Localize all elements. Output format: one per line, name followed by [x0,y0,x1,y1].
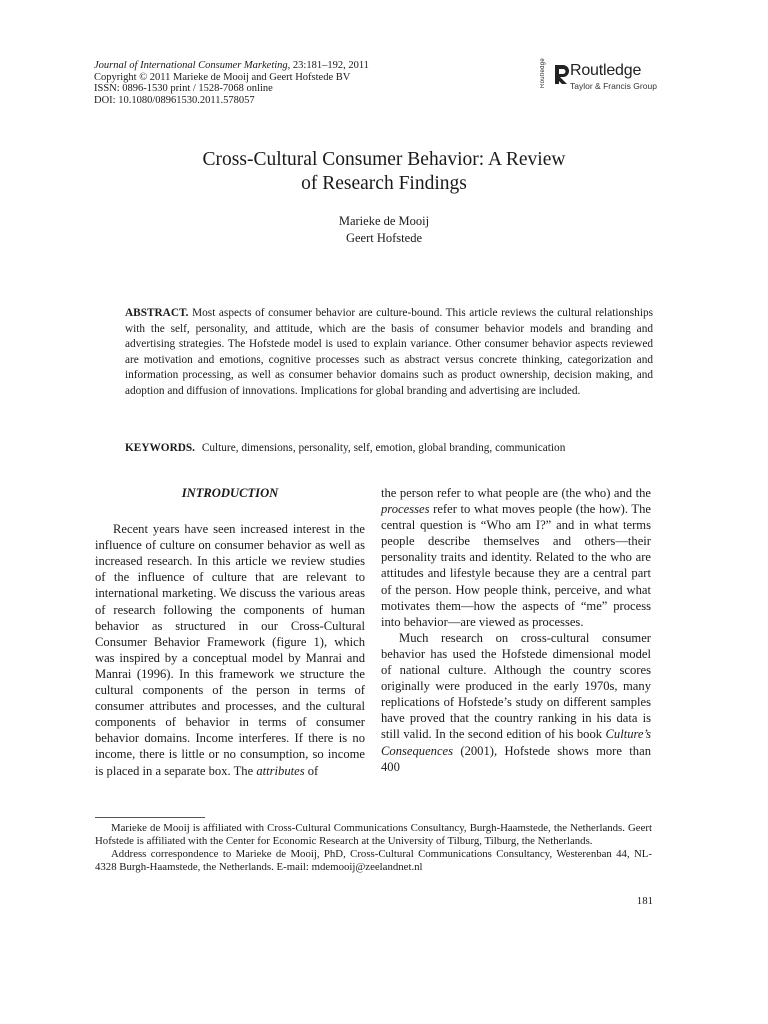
body-text: the person refer to what people are (the who) and the [381,486,651,500]
copyright-line: Copyright © 2011 Marieke de Mooij and Geert Hofstede BV [94,71,351,83]
emphasis-text: processes [381,502,430,517]
body-paragraph [95,521,365,779]
footnote [95,822,652,874]
publisher-subtitle: Taylor & Francis Group [570,81,657,91]
article-title [100,148,668,196]
body-paragraph-continued [381,485,651,630]
correspondence-address: Address correspondence to Marieke de Mooij, PhD, Cross-Cultural Communications Consultancy, Westerenban 44, NL-4328 Burgh-Haamstede, the Netherlands. E-mail: mdemooij@zeelandnet.nl [95,848,652,873]
body-text: Recent years have seen increased interest in the influence of culture on consumer behavior as well as increased research. In this article we review studies of the influence of culture that are relevant to international marketing. We discuss the various areas of research following the components of human behavior as structured in our Cross-Cultural Consumer Behavior Framework (figure 1), which was inspired by a conceptual model by Manrai and Manrai (1996). In this framework we structure the cultural components of the person in terms of consumer attributes and processes, and the cultural components of behavior in terms of consumer behavior domains. Income interferes. If there is no income, there is little or no consumption, so income is placed in a separate box. The [95,522,365,778]
keywords-label: KEYWORDS. [125,442,195,454]
title-line-2: of Research Findings [301,173,467,194]
body-text: (2001), Hofstede shows more than 400 [381,743,651,774]
title-line-1: Cross-Cultural Consumer Behavior: A Review [202,149,566,170]
section-heading: INTRODUCTION [181,486,279,500]
abstract-text: Most aspects of consumer behavior are culture-bound. This article reviews the cultural relationships with the self, personality, and attitude, which are the basis of consumer behavior models and branding and advertising strategies. The Hofstede model is used to explain variance. Other consumer behavior aspects reviewed are motivation and emotions, cognitive processes such as abstract versus concrete thinking, categorization and information processing, as well as consumer behavior domains such as product ownership, decision making, and adoption and diffusion of innovations. Implications for global branding and advertising are included. [125,307,654,397]
publisher-name: Routledge [570,62,642,79]
page-number: 181 [636,895,653,907]
journal-volume-pages: , 23:181–192, 2011 [287,60,369,71]
journal-citation [94,60,494,72]
doi-line: DOI: 10.1080/08961530.2011.578057 [94,94,255,106]
footnote-rule [95,817,205,818]
author-name: Geert Hofstede [345,231,422,245]
publisher-vertical-text: Routledge [540,57,546,88]
issn-line: ISSN: 0896-1530 print / 1528-7068 online [94,83,273,95]
body-column-left [95,485,365,779]
abstract-label: ABSTRACT. [125,307,189,319]
body-paragraph [381,630,651,775]
body-text: refer to what moves people (the how). The central question is “Who am I?” and in what terms people describe themselves and others—their personality traits and identity. Related to the who are attitudes and lifestyle because they are a central part of the person. How people think, perceive, and what motivates them—how the aspects of “me” process into behavior—are viewed as processes. [381,502,651,629]
author-list [100,213,668,247]
journal-header [94,60,494,106]
body-column-right [381,485,651,775]
keywords [125,441,665,456]
journal-name: Journal of International Consumer Marketing [94,60,288,71]
body-text: Much research on cross-cultural consumer behavior has used the Hofstede dimensional model of national culture. Although the country scores originally were produced in the early 1970s, many replications of Hofstede’s study on different samples have proved that the country ranking in his data is still valid. In the second edition of his book [381,630,651,742]
book-title: Culture’s Consequences [381,727,651,758]
author-name: Marieke de Mooij [338,214,430,228]
body-text: of [304,763,319,778]
emphasis-text: attributes [256,763,305,778]
author-affiliation: Marieke de Mooij is affiliated with Cross-Cultural Communications Consultancy, Burgh-Haamstede, the Netherlands. Geert Hofstede is affiliated with the Center for Economic Research at the University of Tilburg, Tilburg, the Netherlands. [95,822,652,847]
keywords-text: Culture, dimensions, personality, self, emotion, global branding, communication [201,442,566,454]
abstract [125,306,653,400]
publisher-logo [540,58,680,94]
